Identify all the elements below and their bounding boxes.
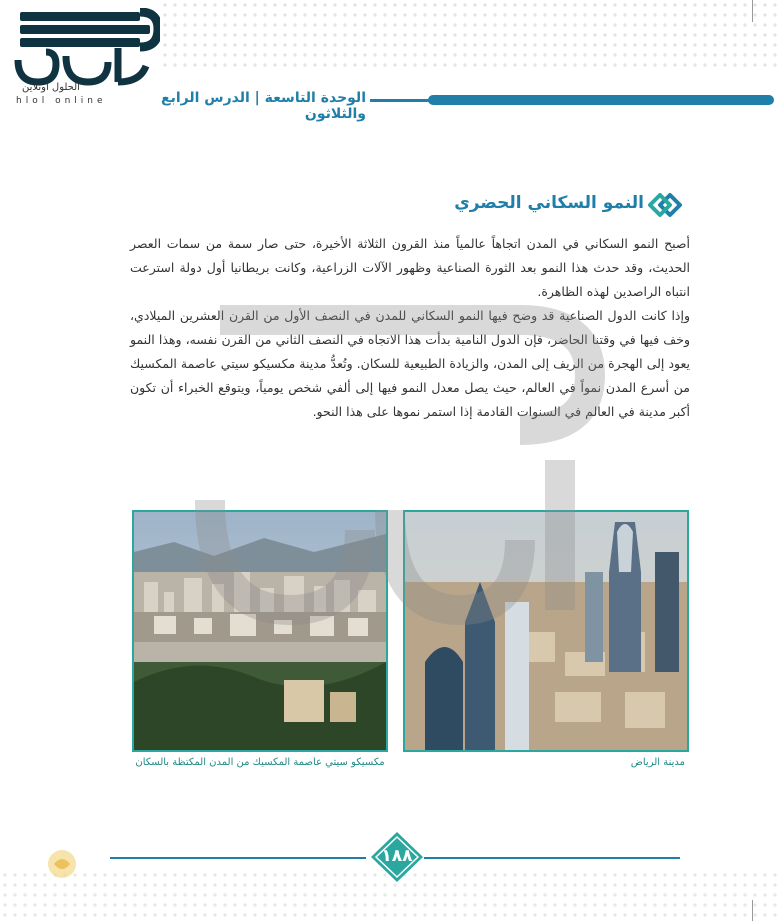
logo-mark-icon — [10, 8, 160, 88]
riyadh-photo — [403, 510, 689, 752]
header-connector — [370, 99, 430, 102]
footer-line — [110, 857, 366, 859]
section-title: النمو السكاني الحضري — [454, 193, 644, 213]
paragraph: أصبح النمو السكاني في المدن اتجاهاً عالمياً منذ القرون الثلاثة الأخيرة، حتى صار سمة من سمات العصر الحديث، وقد حدث هذا النمو بعد الثورة الصناعية وظهور الآلات الزراعية، وكانت بريطانيا أول دولة استرعت انتباه الراصدين لهذه الظاهرة. — [130, 236, 690, 299]
breadcrumb-separator: | — [254, 90, 260, 106]
header-bar — [428, 95, 774, 105]
logo-latin-text: hlol online — [16, 96, 107, 106]
logo-tagline: الحلول أونلاين — [22, 82, 80, 93]
breadcrumb-lesson: الدرس الرابع والثلاثون — [161, 90, 366, 122]
body-text — [130, 232, 690, 424]
page-number: ١٨٨ — [381, 846, 413, 866]
footer-line — [424, 857, 680, 859]
breadcrumb — [130, 90, 366, 122]
riyadh-photo-caption: مدينة الرياض — [630, 757, 685, 768]
corner-logo-icon — [44, 846, 80, 882]
diamond-bullet-icon — [646, 186, 690, 224]
paragraph: وإذا كانت الدول الصناعية قد وضح فيها النمو السكاني للمدن في النصف الأول من القرن العشرين الميلادي، وخف فيها في وقتنا الحاضر، فإن الدول النامية بدأت هذا الاتجاه في النصف الثاني من القرن نفسه، وهذا النمو يعود إلى الهجرة من الريف إلى المدن، والزيادة الطبيعية للسكان. وتُعدُّ مدينة مكسيكو سيتي عاصمة المكسيك من أسرع المدن نمواً في العالم، حيث يصل معدل النمو فيها إلى ألفي شخص يومياً، ويتوقع الخبراء أن تكون أكبر مدينة في العالم في السنوات القادمة إذا استمر نموها على هذا النحو. — [130, 308, 690, 419]
mexico-photo-caption: مكسيكو سيتي عاصمة المكسيك من المدن المكتظة بالسكان — [135, 757, 385, 768]
crop-mark — [752, 0, 753, 22]
breadcrumb-unit: الوحدة التاسعة — [264, 90, 366, 106]
header-dot-pattern — [150, 0, 780, 70]
mexico-city-photo — [132, 510, 388, 752]
crop-mark — [752, 900, 753, 921]
